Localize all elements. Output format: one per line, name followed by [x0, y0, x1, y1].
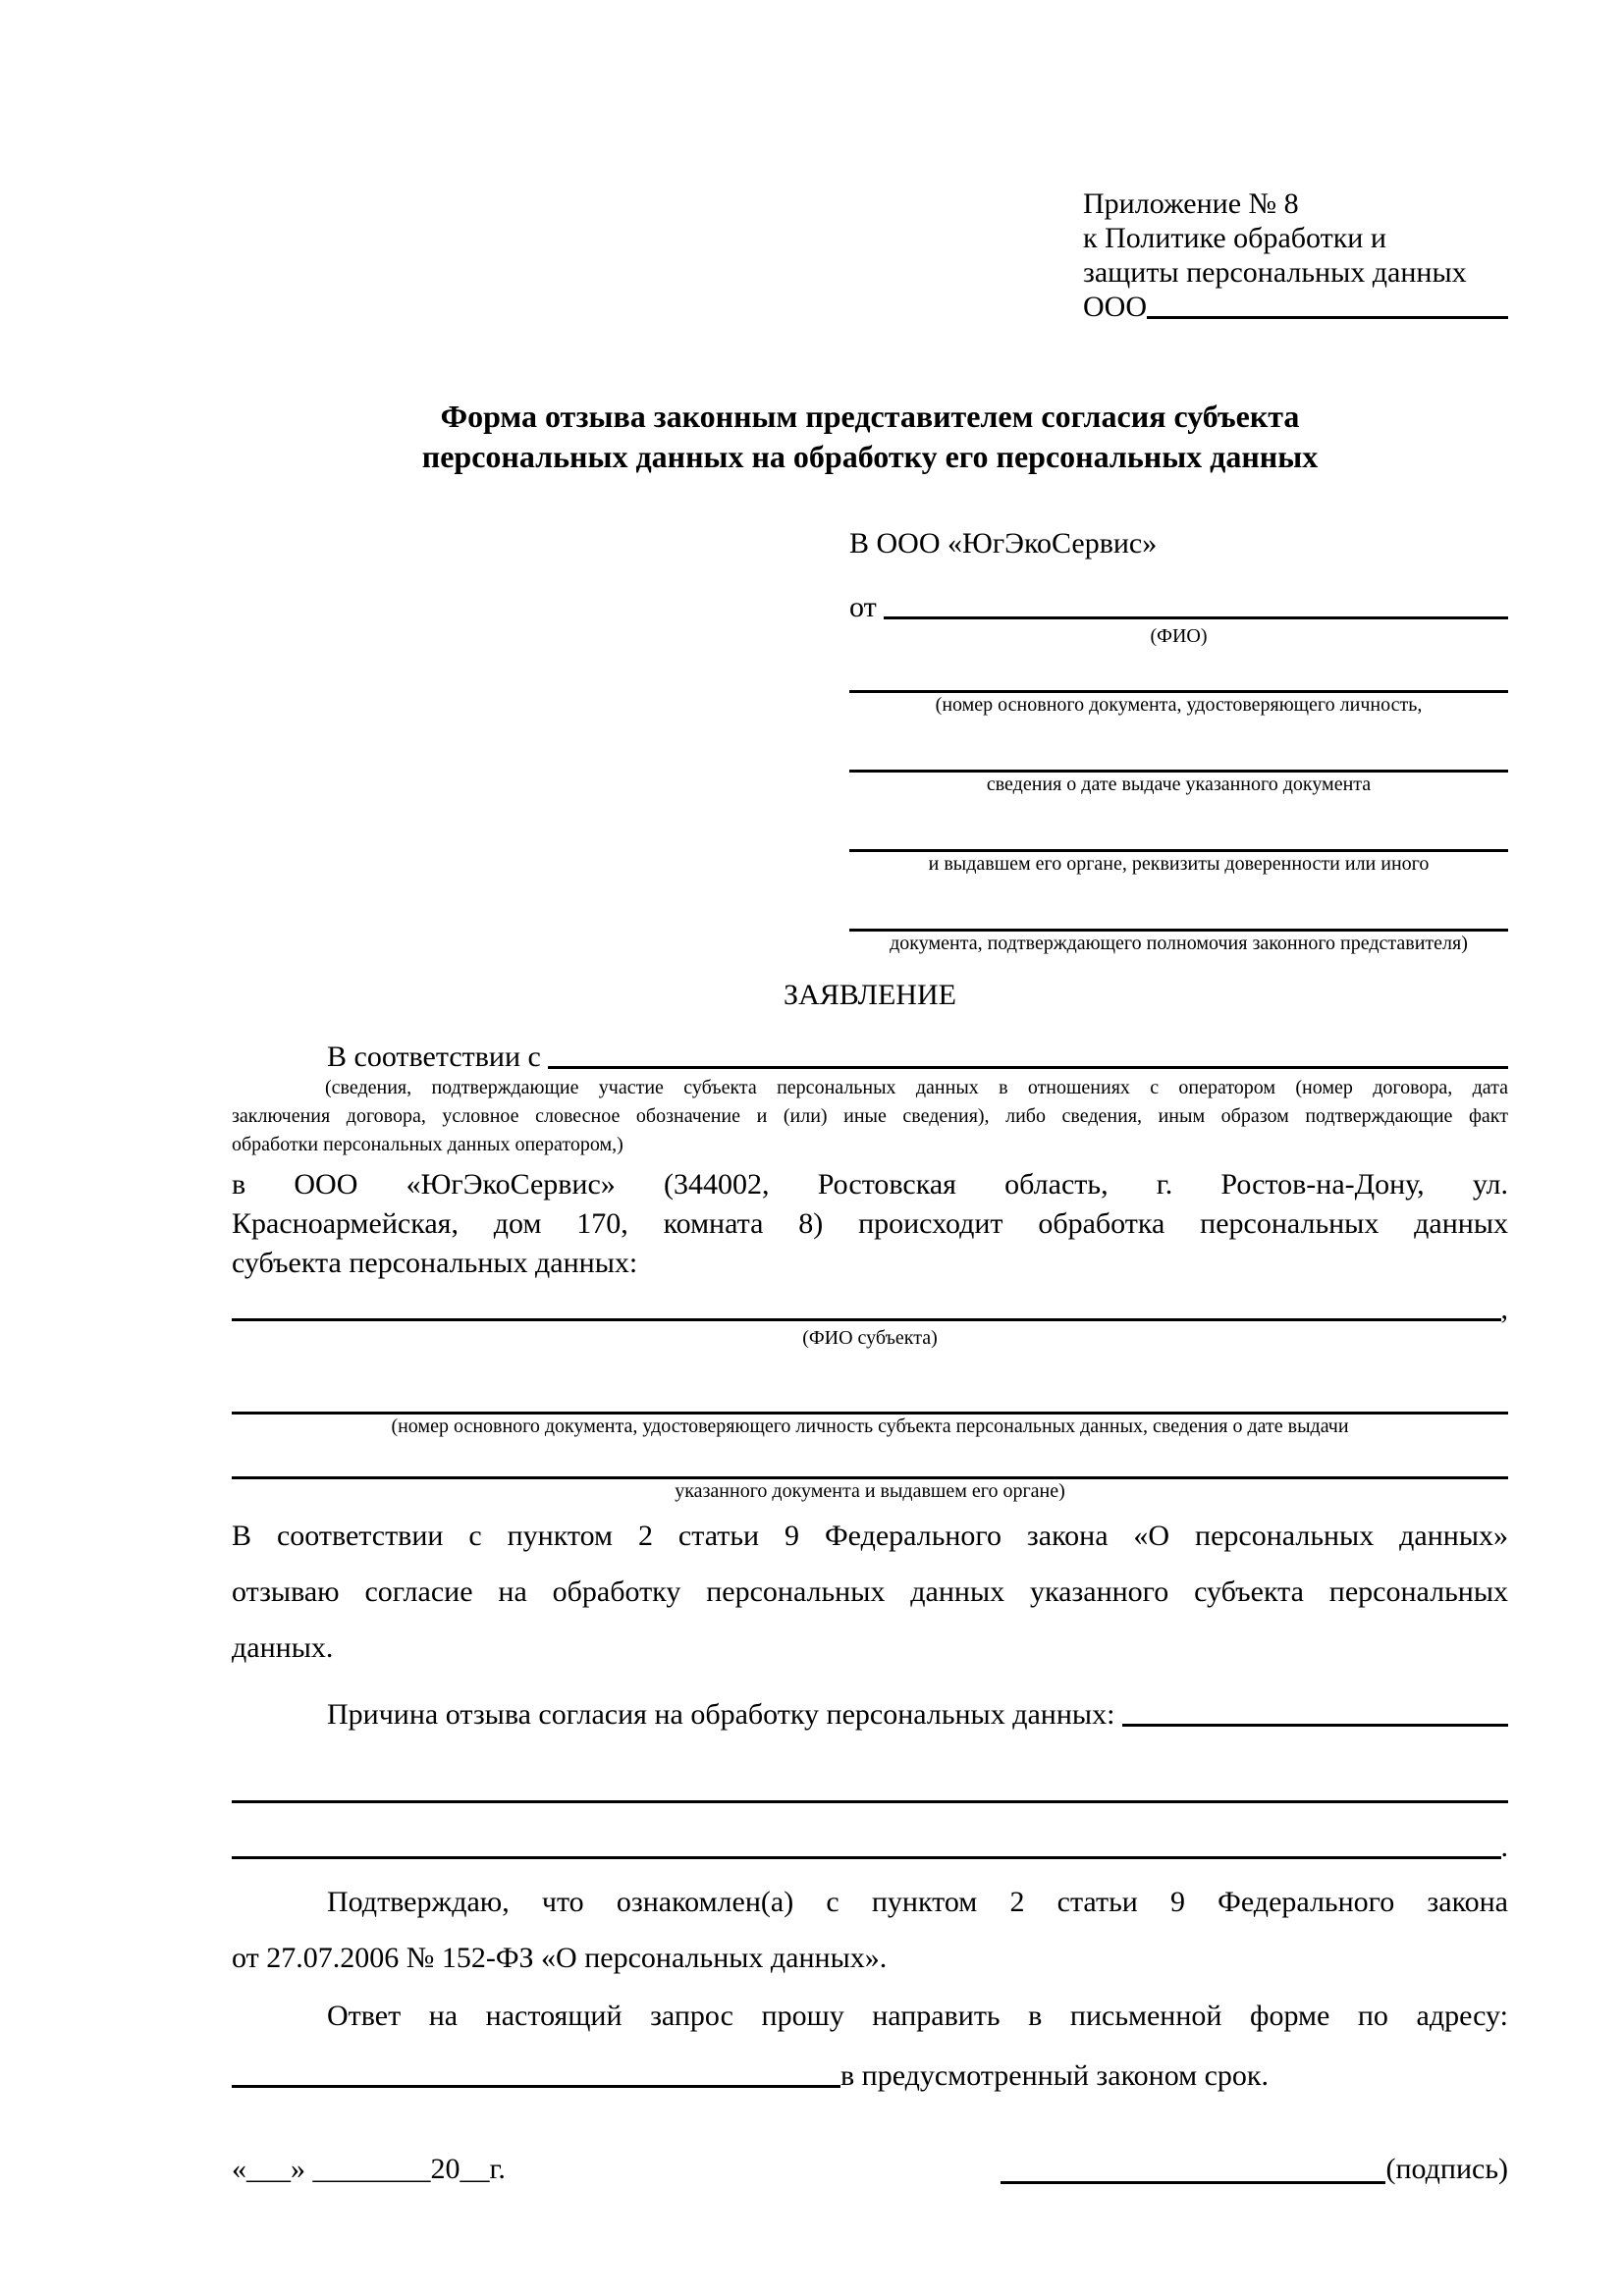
fio-caption: (ФИО): [1150, 625, 1208, 647]
reason-blank-line-2[interactable]: [232, 1856, 1501, 1859]
according-blank-line[interactable]: [548, 1066, 1508, 1069]
signature-group: [1001, 2150, 1508, 2189]
withdraw-paragraph: [232, 1508, 1508, 1676]
according-caption-line-1: (сведения, подтверждающие участие субъекта персональных данных в отношениях с оператором (номер договора, дата: [325, 1077, 1508, 1098]
confirm-line-1: Подтверждаю, что ознакомлен(а) с пунктом 2 статьи 9 Федерального закона: [327, 1886, 1508, 1918]
from-label: от: [849, 591, 885, 623]
withdraw-line-1: В соответствии с пунктом 2 статьи 9 Федерального закона «О персональных данных»: [232, 1520, 1508, 1552]
page-title-line-2: персональных данных на обработку его персональных данных: [421, 439, 1319, 474]
from-fio-blank-line[interactable]: [884, 616, 1508, 619]
reason-blank-line-1[interactable]: [232, 1755, 1508, 1803]
date-line[interactable]: «___» ________20__г.: [232, 2153, 506, 2185]
reason-blank-line-start[interactable]: [1122, 1724, 1508, 1727]
reply-paragraph: [232, 1988, 1508, 2044]
withdraw-line-3: данных.: [232, 1631, 334, 1664]
withdraw-line-2: отзываю согласие на обработку персональных данных указанного субъекта персональных: [232, 1575, 1508, 1608]
signature-caption: (подпись): [1385, 2153, 1508, 2185]
reason-period: .: [1500, 1831, 1508, 1863]
doc-issue-date-blank-line[interactable]: [849, 718, 1508, 773]
page-title: [232, 397, 1508, 477]
operator-line-3: субъекта персональных данных:: [232, 1247, 638, 1279]
according-caption-line-2: заключения договора, условное словесное обозначение и (или) иные сведения), либо сведения, иным образом подтверждающие факт: [232, 1105, 1508, 1127]
doc-authority-blank-line[interactable]: [849, 797, 1508, 852]
subject-doc-caption-1: (номер основного документа, удостоверяющего личность субъекта персональных данных, сведения о дате выдачи: [391, 1415, 1349, 1437]
according-label: В соответствии с: [327, 1041, 549, 1073]
header-appendix-block: [1083, 187, 1508, 324]
subject-comma: ,: [1500, 1293, 1508, 1325]
page-title-line-1: Форма отзыва законным представителем согласия субъекта: [440, 399, 1300, 434]
doc-number-blank-line[interactable]: [849, 649, 1508, 693]
header-policy-line: к Политике обработки и: [1083, 222, 1386, 254]
according-caption-line-3: обработки персональных данных оператором,): [232, 1134, 623, 1155]
reason-label: Причина отзыва согласия на обработку персональных данных:: [327, 1698, 1122, 1731]
confirm-paragraph: [232, 1874, 1508, 1986]
footer-row: [232, 2150, 1508, 2189]
addressee-to: В ООО «ЮгЭкоСервис»: [849, 527, 1158, 560]
header-ooo-blank-line[interactable]: [1147, 316, 1508, 319]
according-caption: [232, 1074, 1508, 1159]
reply-tail: в предусмотренный законом срок.: [840, 2059, 1269, 2092]
operator-line-2: Красноармейская, дом 170, комната 8) происходит обработка персональных данных: [232, 1207, 1508, 1240]
subject-doc-issue-blank-line[interactable]: [232, 1441, 1508, 1479]
reply-address-blank-line[interactable]: [232, 2085, 840, 2088]
doc-issue-date-caption: сведения о дате выдаче указанного документа: [986, 774, 1372, 795]
reply-line-1: Ответ на настоящий запрос прошу направить в письменной форме по адресу:: [327, 2000, 1508, 2032]
operator-paragraph: [232, 1165, 1508, 1283]
confirm-line-2: от 27.07.2006 № 152-ФЗ «О персональных данных».: [232, 1942, 888, 1974]
subject-fio-caption: (ФИО субъекта): [802, 1327, 938, 1349]
header-protection-line: защиты персональных данных: [1083, 256, 1467, 289]
subject-fio-blank-line[interactable]: [232, 1318, 1501, 1321]
doc-authority-caption: и выдавшем его органе, реквизиты доверенности или иного: [928, 853, 1430, 875]
operator-line-1: в ООО «ЮгЭкоСервис» (344002, Ростовская область, г. Ростов-на-Дону, ул.: [232, 1168, 1508, 1201]
subject-doc-caption-2: указанного документа и выдавшем его органе): [675, 1480, 1065, 1502]
subject-doc-blank-line[interactable]: [232, 1372, 1508, 1415]
representative-authority-blank-line[interactable]: [849, 877, 1508, 932]
representative-authority-caption: документа, подтверждающего полномочия законного представителя): [890, 933, 1468, 954]
header-appendix-line: Приложение № 8: [1083, 187, 1299, 220]
statement-heading: ЗАЯВЛЕНИЕ: [784, 979, 956, 1011]
addressee-block: [849, 526, 1508, 956]
signature-blank-line[interactable]: [1001, 2181, 1385, 2184]
doc-number-caption: (номер основного документа, удостоверяющего личность,: [935, 694, 1423, 716]
header-ooo-label: ООО: [1083, 291, 1147, 323]
